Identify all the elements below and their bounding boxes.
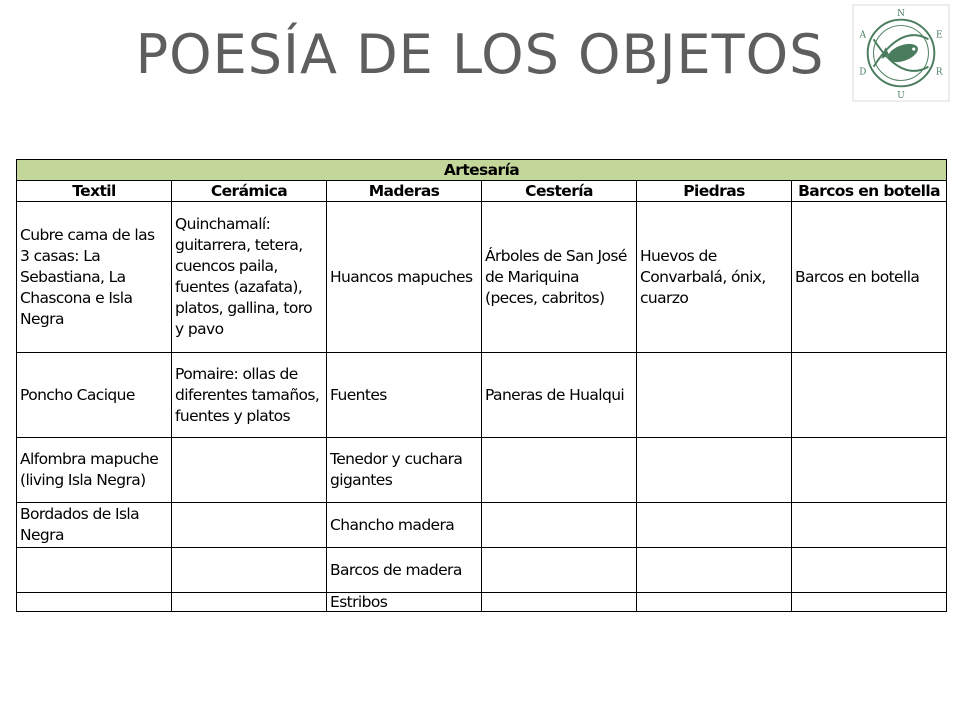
table-cell: Árboles de San José de Mariquina (peces, cabritos) bbox=[482, 202, 637, 353]
table-cell: Barcos en botella bbox=[792, 202, 947, 353]
category-row bbox=[17, 160, 947, 181]
category-cell: Artesaría bbox=[17, 160, 947, 181]
table-cell bbox=[482, 438, 637, 503]
table-cell: Cubre cama de las 3 casas: La Sebastiana, La Chascona e Isla Negra bbox=[17, 202, 172, 353]
table-cell: Paneras de Hualqui bbox=[482, 353, 637, 438]
table-cell bbox=[482, 593, 637, 612]
logo-letter: N bbox=[897, 8, 905, 19]
table-row bbox=[17, 202, 947, 353]
table-cell: Fuentes bbox=[327, 353, 482, 438]
table-cell: Huancos mapuches bbox=[327, 202, 482, 353]
table-cell bbox=[792, 593, 947, 612]
table-cell: Chancho madera bbox=[327, 503, 482, 548]
table-cell bbox=[482, 548, 637, 593]
logo-letter: A bbox=[859, 30, 866, 41]
table-cell bbox=[792, 548, 947, 593]
table-row bbox=[17, 503, 947, 548]
table-cell bbox=[792, 353, 947, 438]
table-cell: Barcos de madera bbox=[327, 548, 482, 593]
table-row bbox=[17, 438, 947, 503]
neruda-fish-logo-icon bbox=[852, 4, 950, 102]
header-row bbox=[17, 181, 947, 202]
table-cell: Alfombra mapuche (living Isla Negra) bbox=[17, 438, 172, 503]
table-cell bbox=[17, 548, 172, 593]
table-cell bbox=[172, 593, 327, 612]
table-cell: Pomaire: ollas de diferentes tamaños, fuentes y platos bbox=[172, 353, 327, 438]
table-cell bbox=[637, 548, 792, 593]
column-header: Maderas bbox=[327, 181, 482, 202]
table-row bbox=[17, 548, 947, 593]
column-header: Textil bbox=[17, 181, 172, 202]
table-cell bbox=[17, 593, 172, 612]
column-header: Barcos en botella bbox=[792, 181, 947, 202]
table-cell bbox=[637, 503, 792, 548]
table-cell bbox=[482, 503, 637, 548]
table-cell bbox=[637, 438, 792, 503]
table-cell: Huevos de Convarbalá, ónix, cuarzo bbox=[637, 202, 792, 353]
table-cell: Poncho Cacique bbox=[17, 353, 172, 438]
table-row bbox=[17, 353, 947, 438]
table-cell bbox=[172, 548, 327, 593]
table-cell bbox=[637, 593, 792, 612]
column-header: Piedras bbox=[637, 181, 792, 202]
logo-letter: U bbox=[897, 91, 905, 102]
logo-letter: R bbox=[935, 67, 943, 78]
logo-letter: D bbox=[859, 67, 867, 78]
table-cell bbox=[792, 503, 947, 548]
logo-letter: E bbox=[936, 30, 943, 41]
table-cell: Bordados de Isla Negra bbox=[17, 503, 172, 548]
table-row bbox=[17, 593, 947, 612]
column-header: Cestería bbox=[482, 181, 637, 202]
column-header: Cerámica bbox=[172, 181, 327, 202]
table-cell: Estribos bbox=[327, 593, 482, 612]
table-cell bbox=[172, 503, 327, 548]
table-cell: Tenedor y cuchara gigantes bbox=[327, 438, 482, 503]
table-cell bbox=[172, 438, 327, 503]
table-cell bbox=[637, 353, 792, 438]
artesania-table bbox=[16, 159, 947, 612]
table-cell bbox=[792, 438, 947, 503]
table-cell: Quinchamalí: guitarrera, tetera, cuencos paila, fuentes (azafata), platos, gallina, toro y pavo bbox=[172, 202, 327, 353]
page-title: POESÍA DE LOS OBJETOS bbox=[135, 23, 825, 86]
